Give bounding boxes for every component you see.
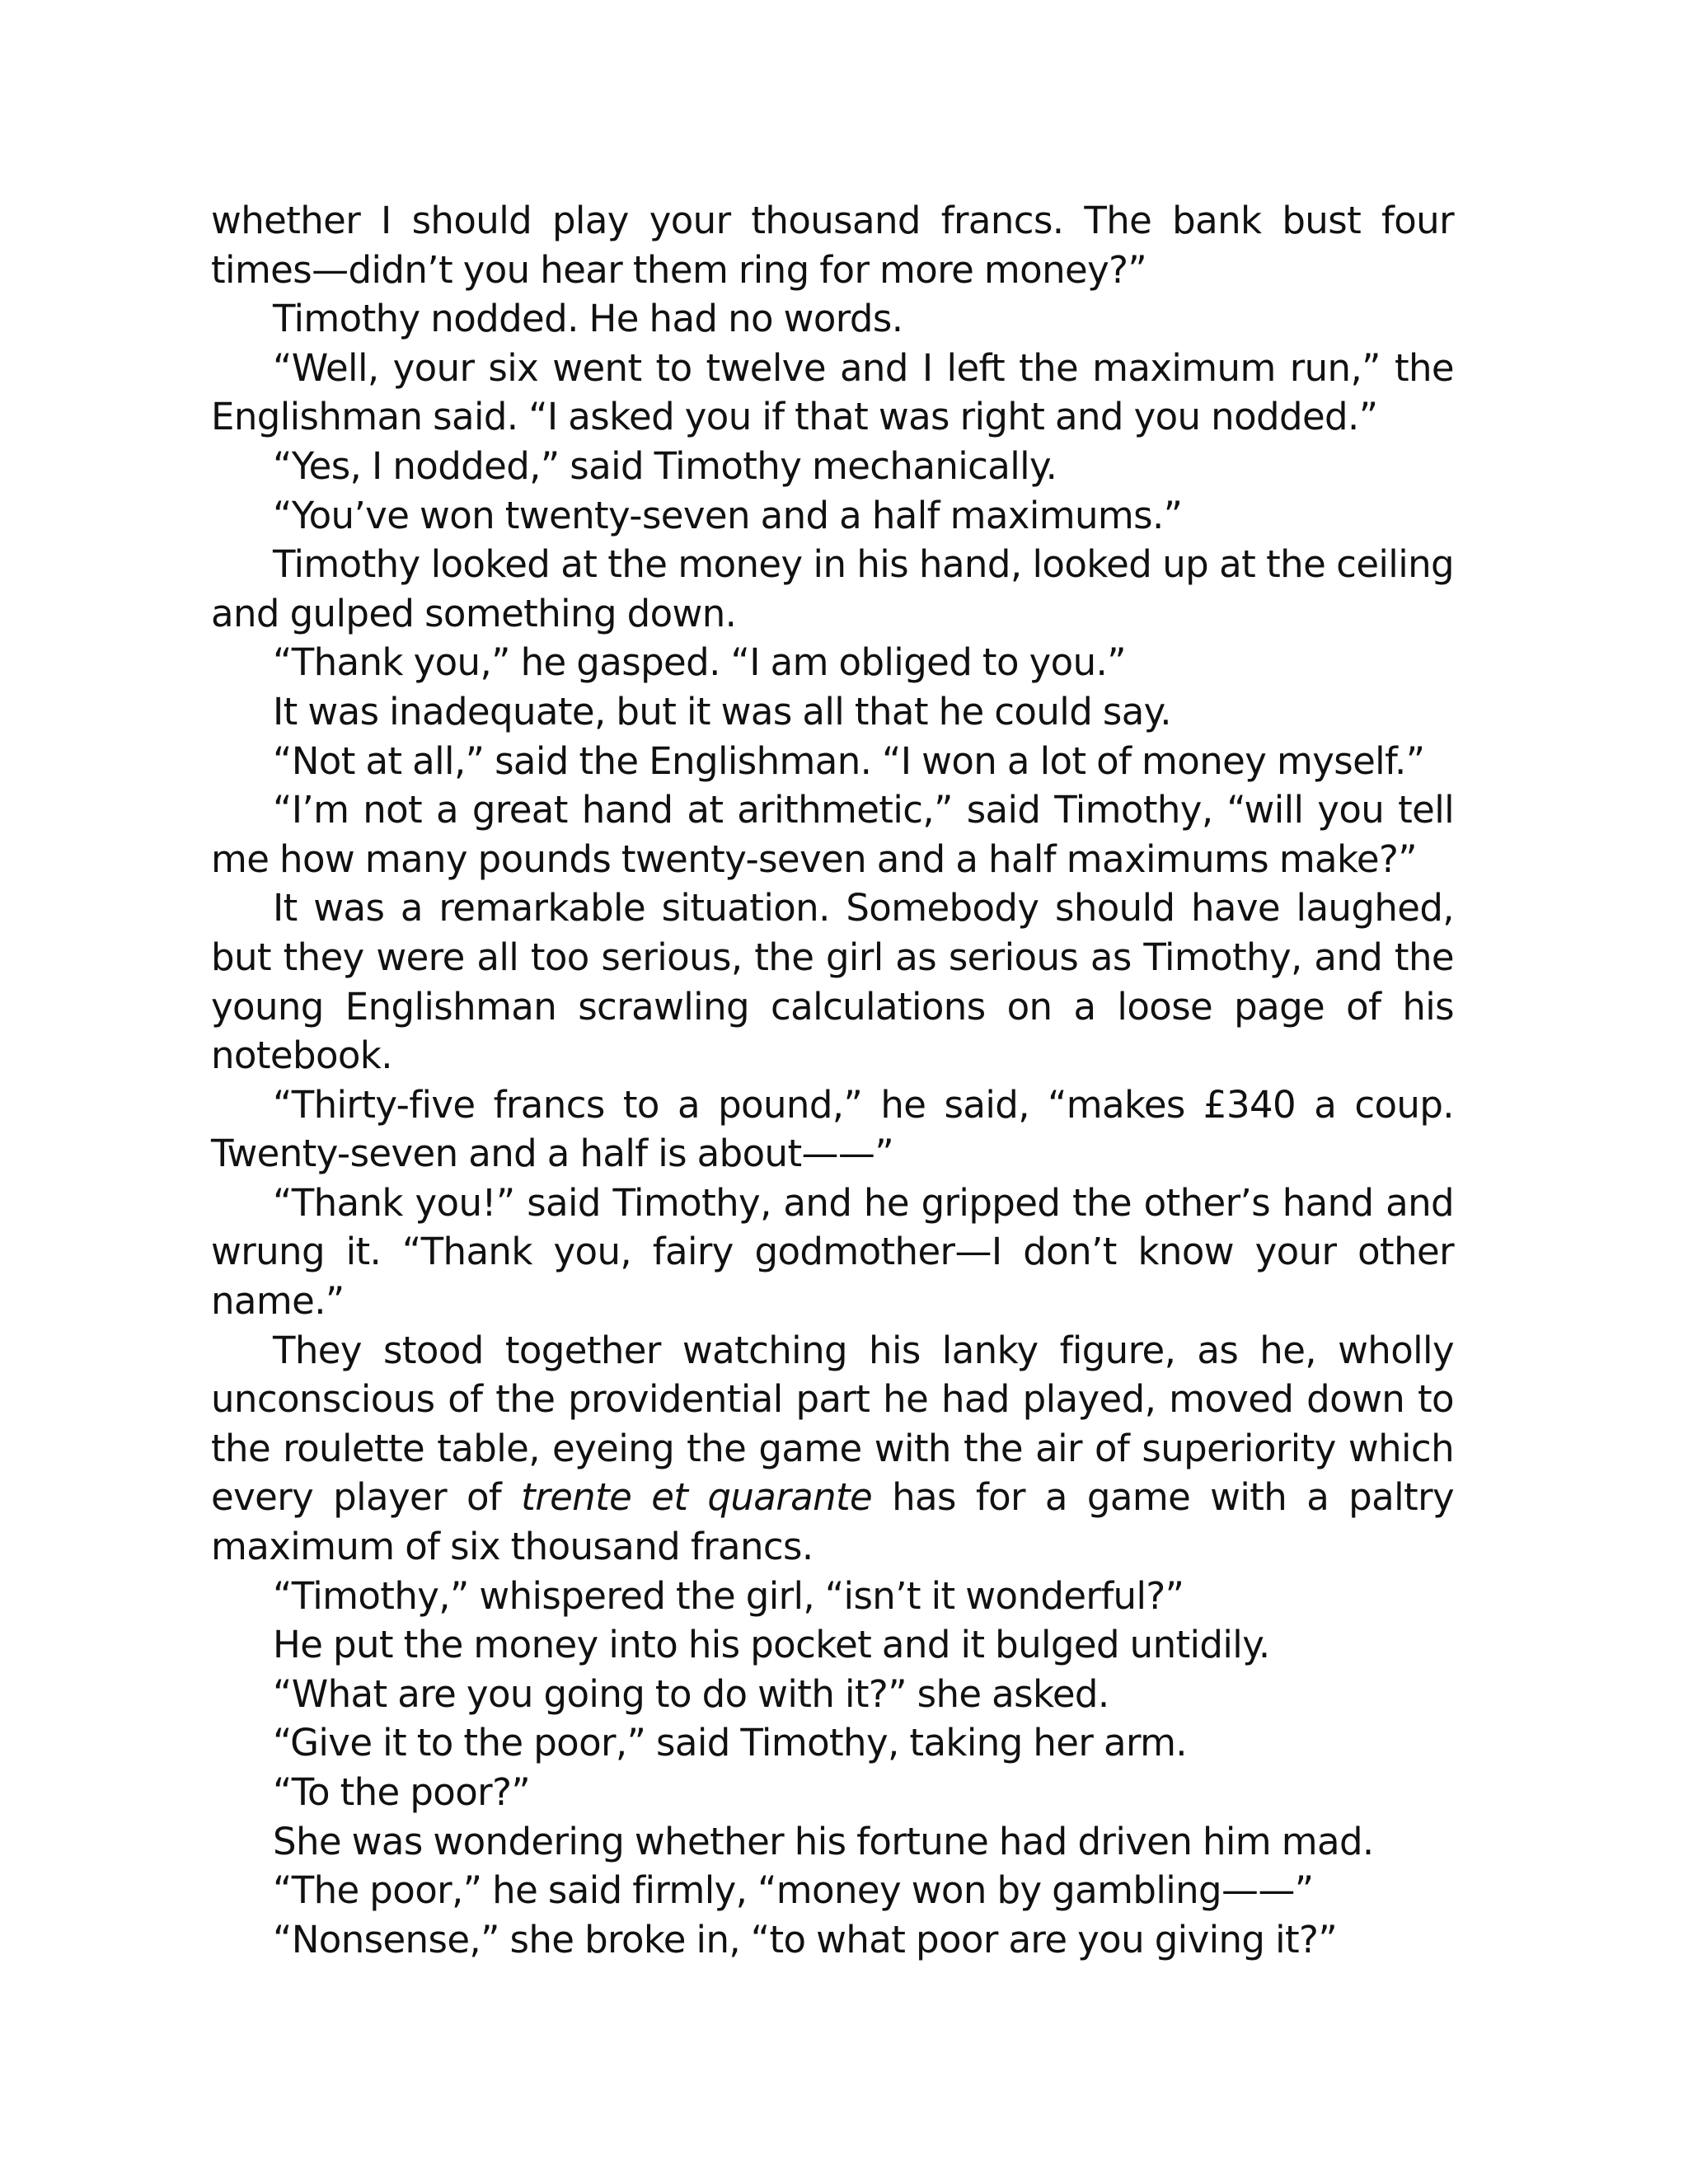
paragraph: He put the money into his pocket and it bulged untidily. <box>273 1623 1270 1667</box>
paragraph: “Thank you,” he gasped. “I am obliged to you.” <box>273 640 1126 685</box>
text-run: They stood together watching his lanky figure, as he, wholly unconscious of the providential part he had played, moved down to the roulette table, eyeing the game with the air of superiority which every player of <box>211 1328 1454 1520</box>
paragraph: It was inadequate, but it was all that he could say. <box>273 689 1171 733</box>
paragraph: “Yes, I nodded,” said Timothy mechanically. <box>273 443 1057 488</box>
paragraph: “You’ve won twenty-seven and a half maximums.” <box>273 493 1183 537</box>
paragraph: It was a remarkable situation. Somebody should have laughed, but they were all too serious, the girl as serious as Timothy, and the young Englishman scrawling calculations on a loose page of his notebook. <box>211 886 1454 1078</box>
body-text <box>211 196 1454 1964</box>
paragraph: “What are you going to do with it?” she asked. <box>273 1671 1109 1716</box>
paragraph: “The poor,” he said firmly, “money won by gambling——” <box>273 1868 1314 1913</box>
paragraph: “Nonsense,” she broke in, “to what poor are you giving it?” <box>273 1917 1338 1961</box>
paragraph: “Give it to the poor,” said Timothy, taking her arm. <box>273 1721 1188 1765</box>
paragraph: “Thirty-five francs to a pound,” he said, “makes £340 a coup. Twenty-seven and a half is about——” <box>211 1082 1454 1176</box>
paragraph: whether I should play your thousand francs. The bank bust four times—didn’t you hear them ring for more money?” <box>211 199 1454 292</box>
paragraph: “Not at all,” said the Englishman. “I won a lot of money myself.” <box>273 738 1425 783</box>
paragraph: She was wondering whether his fortune had driven him mad. <box>273 1819 1374 1863</box>
text-run: has for a game with a paltry maximum of six thousand francs. <box>211 1475 1455 1569</box>
paragraph: “Well, your six went to twelve and I left the maximum run,” the Englishman said. “I asked you if that was right and you nodded.” <box>211 345 1454 439</box>
italic-phrase: trente et quarante <box>521 1475 873 1520</box>
paragraph-with-italic <box>211 1326 1454 1572</box>
paragraph: “To the poor?” <box>273 1770 531 1814</box>
paragraph: “Thank you!” said Timothy, and he gripped the other’s hand and wrung it. “Thank you, fairy godmother—I don’t know your other name.” <box>211 1180 1454 1324</box>
paragraph: Timothy looked at the money in his hand, looked up at the ceiling and gulped something down. <box>211 542 1454 635</box>
paragraph: “Timothy,” whispered the girl, “isn’t it wonderful?” <box>273 1573 1184 1618</box>
paragraph: “I’m not a great hand at arithmetic,” said Timothy, “will you tell me how many pounds twenty-seven and a half maximums make?” <box>211 788 1454 881</box>
paragraph: Timothy nodded. He had no words. <box>273 297 903 341</box>
